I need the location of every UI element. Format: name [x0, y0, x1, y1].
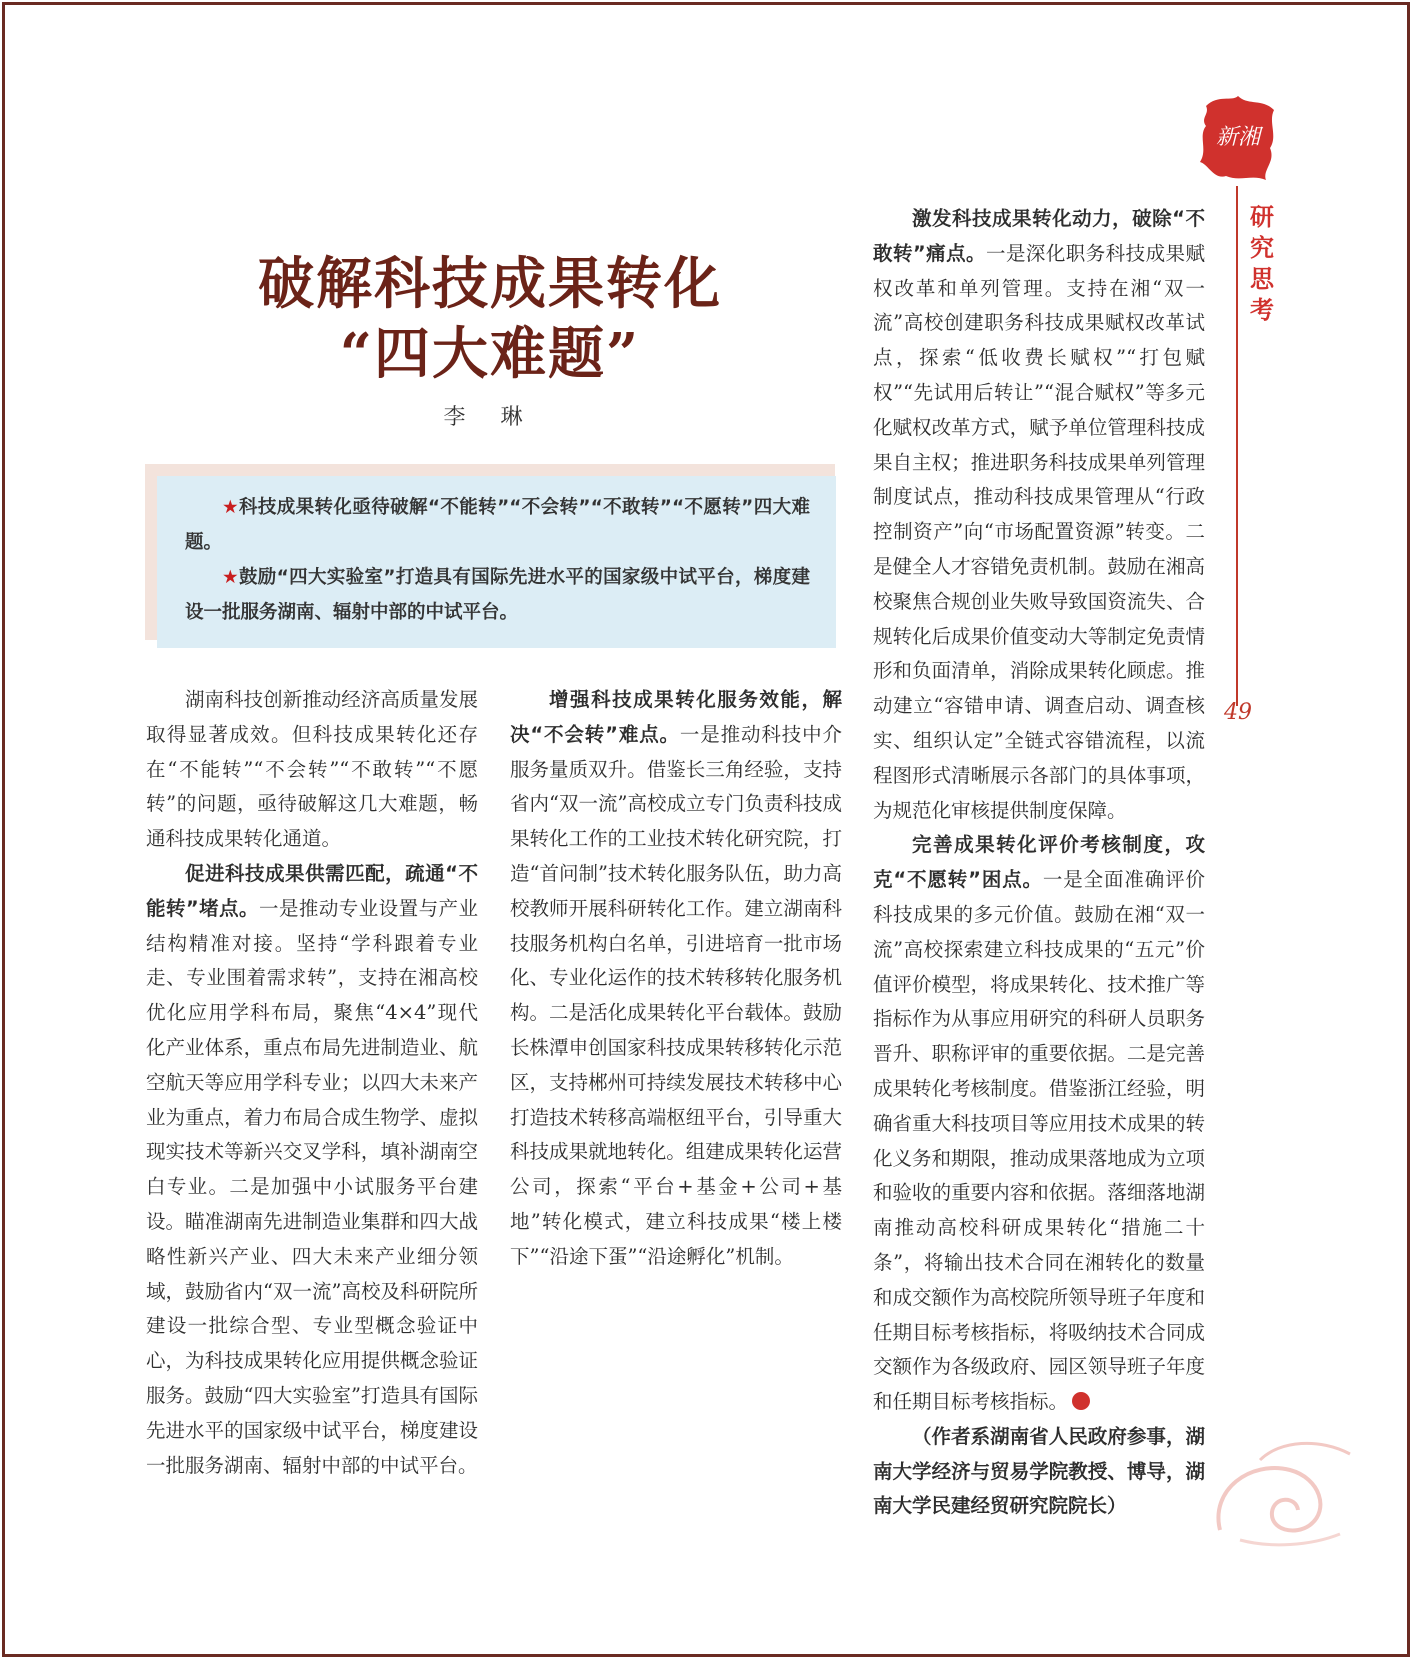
body-column-2: [510, 683, 842, 1275]
section-3-lead: 激发科技成果转化动力，破除“不敢转”痛点。: [873, 207, 1205, 265]
article-author: 李 琳: [443, 405, 537, 430]
section-4-text: 一是全面准确评价科技成果的多元价值。鼓励在湘“双一流”高校探索建立科技成果的“五元”价值评价模型，将成果转化、技术推广等指标作为从事应用研究的科研人员职务晋升、职称评审的重要依据。二是完善成果转化考核制度。借鉴浙江经验，明确省重大科技项目等应用技术成果的转化义务和期限，推动成果落地成为立项和验收的重要内容和依据。落细落地湖南推动高校科研成果转化“措施二十条”，将输出技术合同在湘转化的数量和成交额作为高校院所领导班子年度和任期目标考核指标，将吸纳技术合同成交额作为各级政府、园区领导班子年度和任期目标考核指标。: [873, 868, 1205, 1414]
body-column-1: [146, 683, 478, 1483]
header-divider-line: [1236, 186, 1238, 706]
section-1-text: 一是推动专业设置与产业结构精准对接。坚持“学科跟着专业走、专业围着需求转”，支持在湘高校优化应用学科布局，聚焦“4×4”现代化产业体系，重点布局先进制造业、航空航天等应用学科专业；以四大未来产业为重点，着力布局合成生物学、虚拟现实技术等新兴交叉学科，填补湖南空白专业。二是加强中小试服务平台建设。瞄准湖南先进制造业集群和四大战略性新兴产业、四大未来产业细分领域，鼓励省内“双一流”高校及科研院所建设一批综合型、专业型概念验证中心，为科技成果转化应用提供概念验证服务。鼓励“四大实验室”打造具有国际先进水平的国家级中试平台，梯度建设一批服务湖南、辐射中部的中试平台。: [146, 896, 478, 1477]
article-title-line-1: 破解科技成果转化: [258, 251, 722, 317]
section-2-paragraph: [510, 683, 842, 1275]
star-icon: ★: [222, 567, 239, 588]
phoenix-decoration-icon: [1200, 1430, 1360, 1550]
section-4-paragraph: [873, 828, 1205, 1420]
summary-point-1: ★科技成果转化亟待破解“不能转”“不会转”“不敢转”“不愿转”四大难题。: [185, 497, 810, 553]
section-3-paragraph: [873, 202, 1205, 828]
section-1-lead: 促进科技成果供需匹配，疏通“不能转”堵点。: [146, 861, 478, 920]
summary-box: [157, 476, 836, 648]
section-2-text: 一是推动科技中介服务量质双升。借鉴长三角经验，支持省内“双一流”高校成立专门负责科技成果转化工作的工业技术转化研究院，打造“首问制”技术转化服务队伍，助力高校教师开展科研转化工作。建立湖南科技服务机构白名单，引进培育一批市场化、专业化运作的技术转移转化服务机构。二是活化成果转化平台载体。鼓励长株潭申创国家科技成果转移转化示范区，支持郴州可持续发展技术转移中心打造技术转移高端枢纽平台，引导重大科技成果就地转化。组建成果转化运营公司，探索“平台+基金+公司+基地”转化模式，建立科技成果“楼上楼下”“沿途下蛋”“沿途孵化”机制。: [510, 722, 842, 1268]
author-note: （作者系湖南省人民政府参事，湖南大学经济与贸易学院教授、博导，湖南大学民建经贸研究院院长）: [873, 1424, 1205, 1518]
intro-paragraph: 湖南科技创新推动经济高质量发展取得显著成效。但科技成果转化还存在“不能转”“不会转”“不敢转”“不愿转”的问题，亟待破解这几大难题，畅通科技成果转化通道。: [146, 688, 478, 851]
section-label: 研究思考: [1250, 203, 1274, 324]
body-column-3: [873, 202, 1205, 1524]
end-mark-icon: [1072, 1392, 1090, 1410]
section-3-text: 一是深化职务科技成果赋权改革和单列管理。支持在湘“双一流”高校创建职务科技成果赋权改革试点，探索“低收费长赋权”“打包赋权”“先试用后转让”“混合赋权”等多元化赋权改革方式，赋予单位管理科技成果自主权；推进职务科技成果单列管理制度试点，推动科技成果管理从“行政控制资产”向“市场配置资源”转变。二是健全人才容错免责机制。鼓励在湘高校聚焦合规创业失败导致国资流失、合规转化后成果价值变动大等制定免责情形和负面清单，消除成果转化顾虑。推动建立“容错申请、调查启动、调查核实、组织认定”全链式容错流程，以流程图形式清晰展示各部门的具体事项，为规范化审核提供制度保障。: [873, 241, 1205, 822]
svg-text:新湘: 新湘: [1215, 125, 1261, 150]
section-2-lead: 增强科技成果转化服务效能，解决“不会转”难点。: [510, 688, 842, 746]
star-icon: ★: [222, 497, 239, 518]
article-title-line-2: “四大难题”: [339, 321, 641, 387]
section-4-lead: 完善成果转化评价考核制度，攻克“不愿转”困点。: [873, 833, 1205, 892]
summary-point-2: ★鼓励“四大实验室”打造具有国际先进水平的国家级中试平台，梯度建设一批服务湖南、辐射中部的中试平台。: [185, 567, 810, 623]
section-1-paragraph: [146, 857, 478, 1483]
magazine-logo: [1196, 92, 1280, 184]
page-number: 49: [1224, 700, 1252, 725]
